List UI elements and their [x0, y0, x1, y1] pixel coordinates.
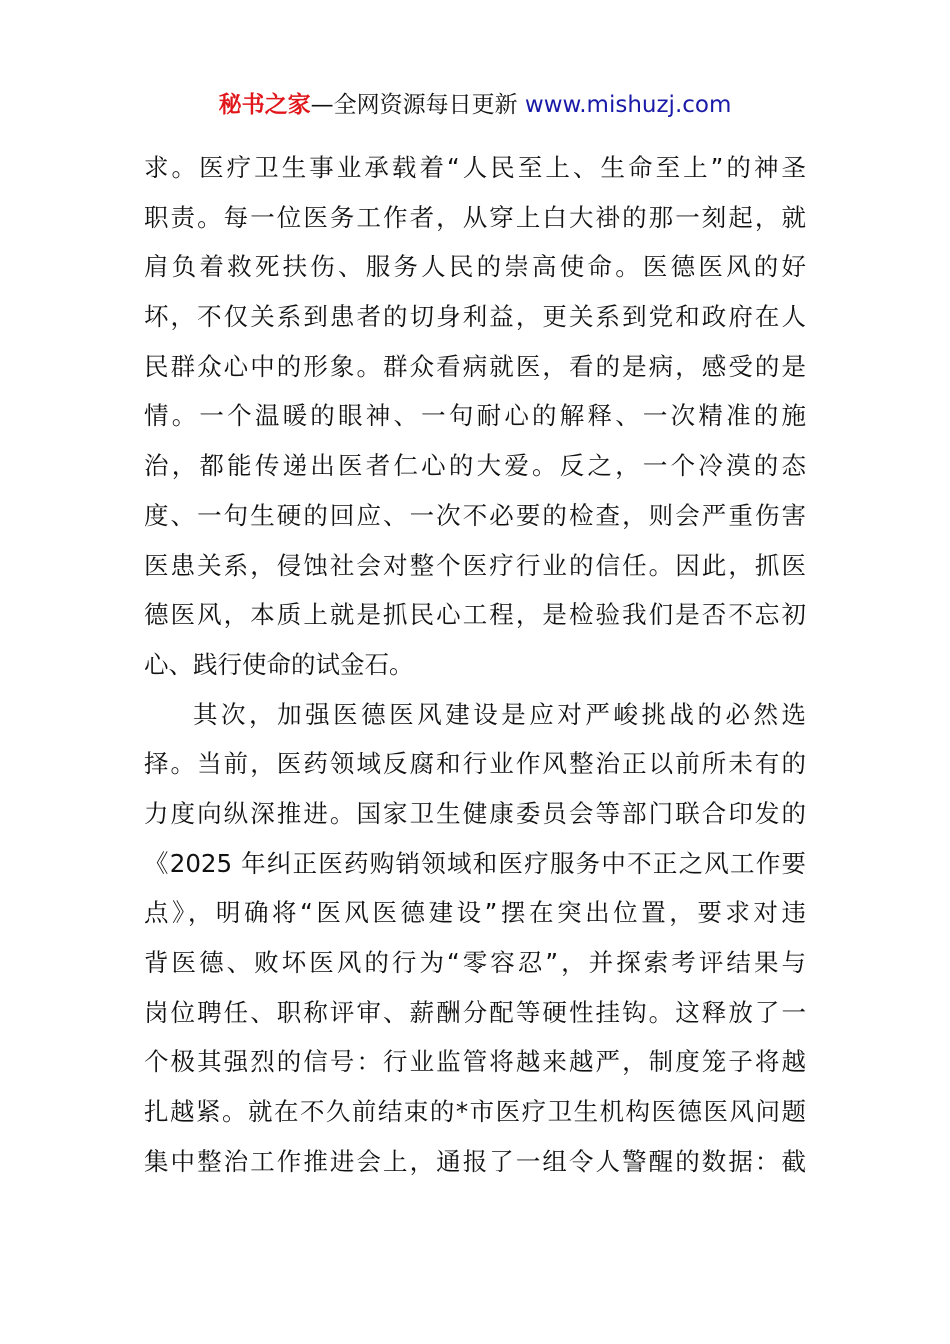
text-line: 个极其强烈的信号：行业监管将越来越严，制度笼子将越 — [144, 1047, 806, 1077]
text-line: 背医德、败坏医风的行为“零容忍”，并探索考评结果与 — [144, 948, 806, 977]
text-line: 《2025 年纠正医药购销领域和医疗服务中不正之风工作要 — [144, 848, 806, 878]
text-line: 度、一句生硬的回应、一次不必要的检查，则会严重伤害 — [144, 500, 806, 530]
text-line: 扎越紧。就在不久前结束的*市医疗卫生机构医德医风问题 — [144, 1097, 806, 1127]
page-header — [0, 88, 950, 122]
text-line: 择。当前，医药领域反腐和行业作风整治正以前所未有的 — [144, 749, 806, 779]
text-line: 岗位聘任、职称评审、薪酬分配等硬性挂钩。这释放了一 — [144, 997, 806, 1027]
text-line: 集中整治工作推进会上，通报了一组令人警醒的数据：截 — [144, 1146, 806, 1176]
text-line: 点》，明确将“医风医德建设”摆在突出位置，要求对违 — [144, 898, 806, 928]
header-tagline: —全网资源每日更新 — [310, 92, 518, 118]
text-line: 肩负着救死扶伤、服务人民的崇高使命。医德医风的好 — [144, 252, 806, 282]
text-line: 德医风，本质上就是抓民心工程，是检验我们是否不忘初 — [144, 600, 806, 630]
text-line: 力度向纵深推进。国家卫生健康委员会等部门联合印发的 — [144, 798, 806, 828]
paragraph-end-line: 心、践行使命的试金石。 — [144, 649, 414, 679]
document-body — [144, 143, 806, 1186]
text-line: 情。一个温暖的眼神、一句耐心的解释、一次精准的施 — [144, 401, 806, 431]
text-line: 医患关系，侵蚀社会对整个医疗行业的信任。因此，抓医 — [144, 550, 806, 580]
text-line: 治，都能传递出医者仁心的大爱。反之，一个冷漠的态 — [144, 451, 806, 481]
text-line: 求。医疗卫生事业承载着“人民至上、生命至上”的神圣 — [144, 153, 806, 182]
website-link[interactable]: www.mishuzj.com — [524, 92, 732, 118]
text-line: 民群众心中的形象。群众看病就医，看的是病，感受的是 — [144, 351, 806, 381]
brand-name: 秘书之家 — [218, 92, 311, 118]
text-line: 职责。每一位医务工作者，从穿上白大褂的那一刻起，就 — [144, 202, 806, 232]
paragraph-start-line: 其次，加强医德医风建设是应对严峻挑战的必然选 — [193, 699, 806, 729]
text-line: 坏，不仅关系到患者的切身利益，更关系到党和政府在人 — [144, 302, 806, 332]
